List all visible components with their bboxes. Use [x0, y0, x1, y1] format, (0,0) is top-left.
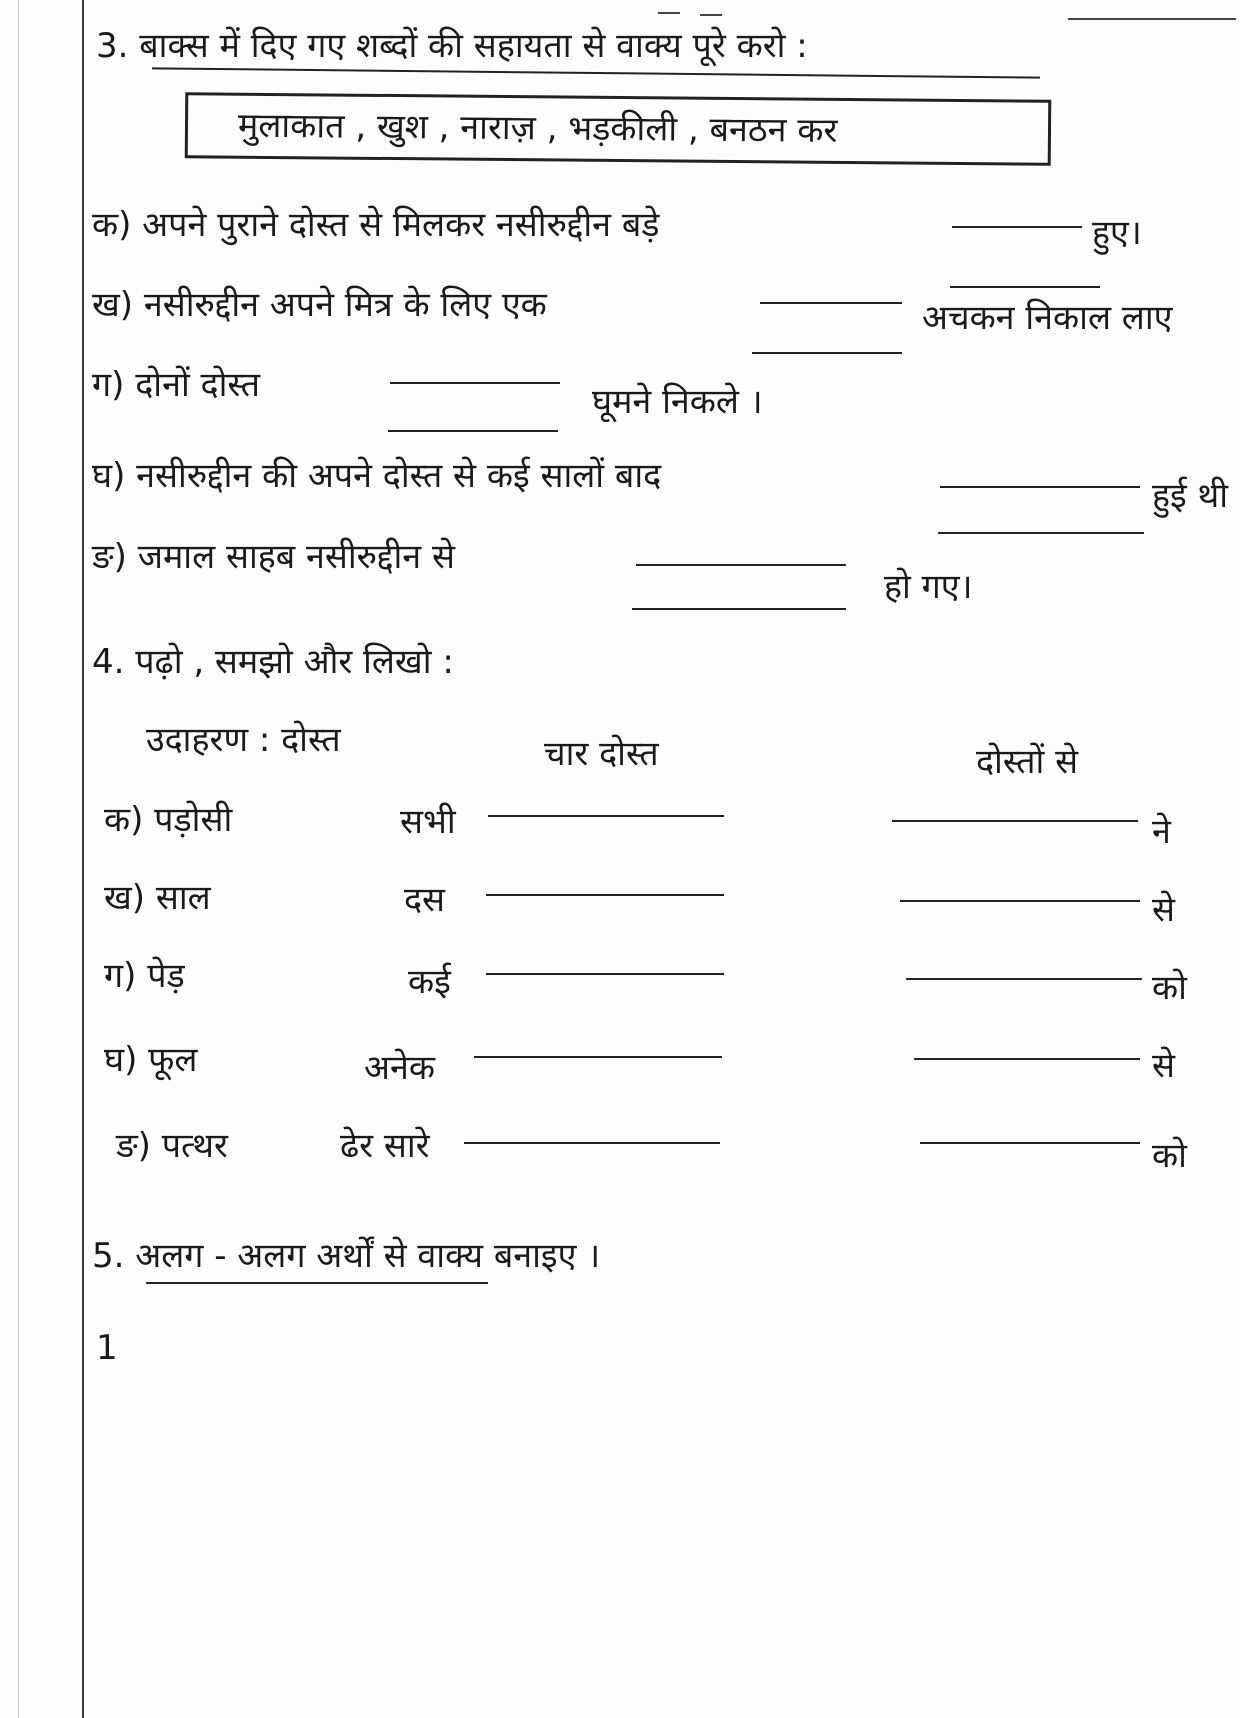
answer-blank-second-line[interactable]	[388, 430, 558, 432]
top-mark	[658, 12, 680, 14]
answer-blank-second-line[interactable]	[938, 532, 1144, 534]
top-mark	[1068, 18, 1236, 20]
q3-item-nga-text: ङ) जमाल साहब नसीरुद्दीन से	[92, 537, 455, 577]
q3-item-gha-after: हुई थी	[1152, 476, 1229, 516]
word-box-words: मुलाकात , खुश , नाराज़ , भड़कीली , बनठन कर	[237, 105, 838, 151]
q3-item-ga-after: घूमने निकले ।	[592, 382, 763, 422]
scan-edge-line	[18, 0, 19, 1718]
answer-blank[interactable]	[636, 564, 846, 566]
q4-row-ka-suffix: ने	[1152, 812, 1171, 852]
q4-row-kha-suffix: से	[1152, 890, 1175, 930]
answer-blank[interactable]	[464, 1142, 720, 1144]
answer-blank[interactable]	[488, 815, 724, 817]
answer-blank[interactable]	[920, 1142, 1140, 1144]
q4-row-gha-qualifier: अनेक	[364, 1048, 435, 1088]
q3-item-kha-after: अचकन निकाल लाए	[922, 298, 1173, 338]
answer-blank[interactable]	[760, 302, 902, 304]
example-right: दोस्तों से	[976, 742, 1079, 782]
q4-row-nga-qualifier: ढेर सारे	[340, 1126, 430, 1166]
top-mark	[700, 14, 722, 16]
example-middle: चार दोस्त	[544, 734, 659, 774]
answer-blank-second-line[interactable]	[752, 352, 902, 354]
q4-row-kha-item: ख) साल	[104, 878, 211, 918]
answer-blank[interactable]	[474, 1056, 722, 1058]
q4-row-nga-item: ङ) पत्थर	[116, 1126, 228, 1166]
answer-blank-second-line[interactable]	[632, 608, 846, 610]
q4-row-ga-suffix: को	[1152, 968, 1187, 1008]
q4-row-gha-item: घ) फूल	[104, 1040, 198, 1080]
answer-blank[interactable]	[486, 894, 724, 896]
q4-row-ka-item: क) पड़ोसी	[104, 800, 233, 840]
q4-row-kha-qualifier: दस	[404, 880, 446, 920]
word-overline	[950, 286, 1100, 288]
q3-item-ka-after: हुए।	[1092, 213, 1142, 253]
example-label: उदाहरण : दोस्त	[146, 720, 341, 760]
answer-blank[interactable]	[906, 978, 1142, 980]
q4-row-ka-qualifier: सभी	[400, 802, 456, 842]
answer-blank[interactable]	[914, 1058, 1140, 1060]
answer-blank[interactable]	[892, 820, 1138, 822]
q3-item-ka-text: क) अपने पुराने दोस्त से मिलकर नसीरुद्दीन बड़े	[92, 205, 660, 245]
q5-item-number: 1	[96, 1328, 118, 1368]
question-5-heading: 5. अलग - अलग अर्थों से वाक्य बनाइए ।	[92, 1236, 601, 1276]
answer-blank[interactable]	[486, 973, 724, 975]
heading-underline	[152, 67, 1040, 78]
word-box	[185, 92, 1052, 166]
q4-row-ga-qualifier: कई	[408, 962, 451, 1002]
answer-blank[interactable]	[940, 486, 1140, 488]
answer-blank[interactable]	[900, 900, 1140, 902]
heading-underline	[146, 1282, 488, 1284]
q3-item-gha-text: घ) नसीरुद्दीन की अपने दोस्त से कई सालों बाद	[92, 456, 662, 496]
q4-row-nga-suffix: को	[1152, 1136, 1187, 1176]
q4-row-ga-item: ग) पेड़	[104, 956, 185, 996]
q4-row-gha-suffix: से	[1152, 1046, 1175, 1086]
q3-item-kha-text: ख) नसीरुद्दीन अपने मित्र के लिए एक	[92, 285, 547, 325]
margin-line	[82, 0, 84, 1718]
q3-item-ga-text: ग) दोनों दोस्त	[92, 365, 261, 405]
q3-item-nga-after: हो गए।	[884, 567, 973, 607]
question-4-heading: 4. पढ़ो , समझो और लिखो :	[92, 642, 454, 682]
answer-blank[interactable]	[390, 382, 560, 384]
answer-blank[interactable]	[952, 226, 1082, 228]
question-3-heading: 3. बाक्स में दिए गए शब्दों की सहायता से वाक्य पूरे करो :	[96, 26, 808, 66]
